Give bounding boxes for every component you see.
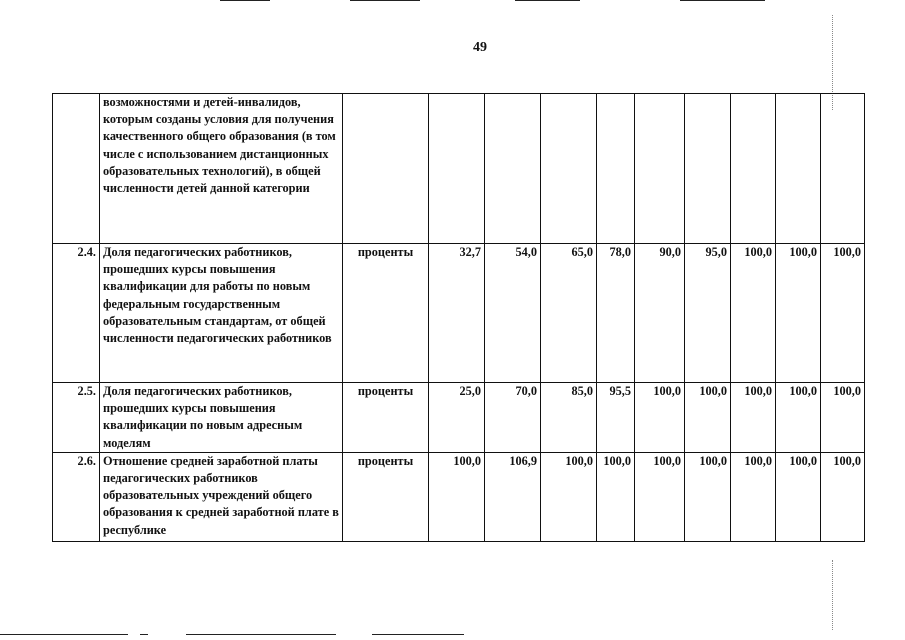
row-number: 2.4. [53, 244, 100, 383]
indicator-name: Отношение средней заработной платы педагогических работников образовательных учреждений общего образования к средней заработной плате в республике [100, 452, 343, 541]
value-cell: 65,0 [541, 244, 597, 383]
value-cell: 100,0 [776, 244, 821, 383]
scan-line-bottom-4 [372, 634, 464, 635]
value-cell [776, 94, 821, 244]
value-cell [731, 94, 776, 244]
value-cell: 100,0 [731, 452, 776, 541]
indicator-name: Доля педагогических работников, прошедших курсы повышения квалификации для работы по новым федеральным государственным образовательным стандартам, от общей численности педагогических работников [100, 244, 343, 383]
indicator-name: Доля педагогических работников, прошедших курсы повышения квалификации по новым адресным моделям [100, 383, 343, 453]
value-cell: 100,0 [731, 383, 776, 453]
row-number [53, 94, 100, 244]
value-cell: 100,0 [776, 452, 821, 541]
scan-line-bottom-1 [0, 634, 128, 635]
scan-dots-right-bottom [832, 560, 834, 630]
value-cell: 95,5 [597, 383, 635, 453]
value-cell: 54,0 [485, 244, 541, 383]
value-cell: 95,0 [685, 244, 731, 383]
value-cell: 100,0 [821, 383, 865, 453]
table-row [53, 244, 865, 383]
value-cell [821, 94, 865, 244]
value-cell: 85,0 [541, 383, 597, 453]
value-cell: 25,0 [429, 383, 485, 453]
value-cell: 70,0 [485, 383, 541, 453]
value-cell [541, 94, 597, 244]
scan-line-top-2 [350, 0, 420, 1]
value-cell: 100,0 [821, 244, 865, 383]
indicator-name: возможностями и детей-инвалидов, которым созданы условия для получения качественного общего образования (в том числе с использованием дистанционных образовательных технологий), в общей численности детей данной категории [100, 94, 343, 244]
unit-cell: проценты [343, 383, 429, 453]
value-cell: 100,0 [685, 383, 731, 453]
value-cell [429, 94, 485, 244]
unit-cell [343, 94, 429, 244]
scan-line-top-3 [515, 0, 580, 1]
page-number: 49 [473, 40, 487, 55]
value-cell: 90,0 [635, 244, 685, 383]
value-cell: 100,0 [541, 452, 597, 541]
value-cell: 100,0 [635, 452, 685, 541]
table-row [53, 452, 865, 541]
value-cell: 100,0 [635, 383, 685, 453]
value-cell [597, 94, 635, 244]
indicators-table [52, 93, 865, 542]
row-number: 2.6. [53, 452, 100, 541]
scan-line-bottom-2 [140, 634, 148, 635]
value-cell [685, 94, 731, 244]
value-cell: 100,0 [597, 452, 635, 541]
value-cell: 100,0 [429, 452, 485, 541]
value-cell [635, 94, 685, 244]
scan-line-top-4 [680, 0, 765, 1]
unit-cell: проценты [343, 452, 429, 541]
table-row [53, 94, 865, 244]
value-cell: 100,0 [821, 452, 865, 541]
row-number: 2.5. [53, 383, 100, 453]
value-cell: 100,0 [776, 383, 821, 453]
value-cell: 78,0 [597, 244, 635, 383]
unit-cell: проценты [343, 244, 429, 383]
value-cell: 32,7 [429, 244, 485, 383]
value-cell: 100,0 [731, 244, 776, 383]
scan-line-bottom-3 [186, 634, 336, 635]
value-cell: 106,9 [485, 452, 541, 541]
scan-line-top-1 [220, 0, 270, 1]
table-row [53, 383, 865, 453]
value-cell [485, 94, 541, 244]
value-cell: 100,0 [685, 452, 731, 541]
